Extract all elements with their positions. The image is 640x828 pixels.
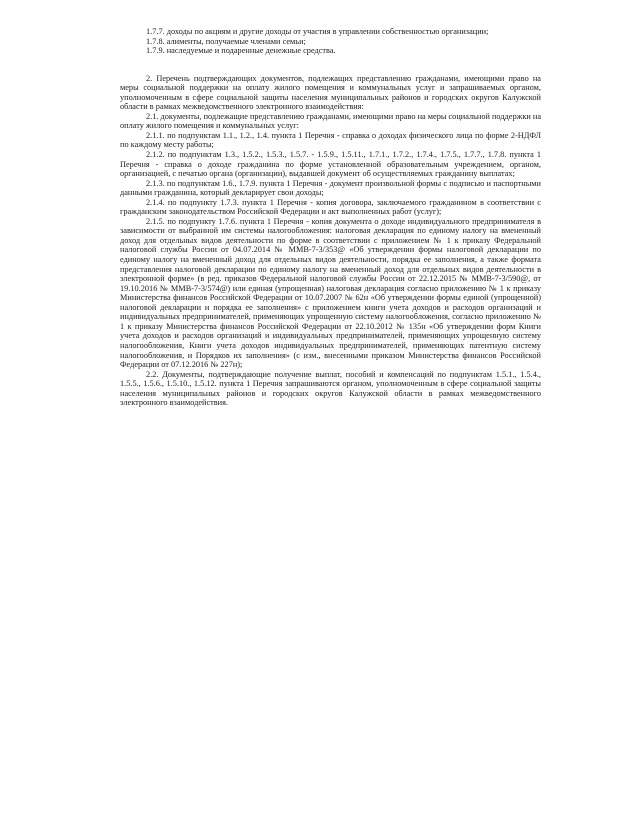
paragraph: 1.7.9. наследуемые и подаренные денежные средства. <box>146 46 336 56</box>
document-body <box>120 27 541 408</box>
paragraph: 2.1.5. по подпункту 1.7.6. пункта 1 Перечня - копия документа о доходе индивидуального предпринимателя в зависимости от выбранной им системы налогообложения: налоговая декларация по единому налогу на вмененный доход для отдельных видов деятельности по форме в соответствии с приложением № 1 к приказу Федеральной налоговой службы России от 04.07.2014 № ММВ-7-3/353@ «Об утверждении формы налоговой декларации по единому налогу на вмененный доход для отдельных видов деятельности, порядка ее заполнения, а также формата представления налоговой декларации по единому налогу на вмененный доход для отдельных видов деятельности в электронной форме» (в ред. приказов Федеральной налоговой службы России от 22.12.2015 № ММВ-7-3/590@, от 19.10.2016 № ММВ-7-3/574@) или единая (упрощенная) налоговая декларация согласно приложению № 1 к приказу Министерства финансов Российской Федерации от 10.07.2007 № 62н «Об утверждении формы единой (упрощенной) налоговой декларации и порядка ее заполнения» с приложением книги учета доходов и расходов организаций и индивидуальных предпринимателей, применяющих упрощенную систему налогообложения, согласно приложению № 1 к приказу Министерства финансов Российской Федерации от 22.10.2012 № 135н «Об утверждении форм Книги учета доходов и расходов организаций и индивидуальных предпринимателей, применяющих упрощенную систему налогообложения, Книги учета доходов индивидуальных предпринимателей, применяющих патентную систему налогообложения, и Порядков их заполнения» (с изм., внесенными приказом Министерства финансов Российской Федерации от 07.12.2016 № 227н); <box>120 216 541 370</box>
section-heading: 2. Перечень подтверждающих документов, подлежащих представлению гражданами, имеющими право на меры социальной поддержки на оплату жилого помещения и коммунальных услуг и запрашиваемых органом, уполномоченным в сфере социальной защиты населения муниципальных районов и городских округов Калужской области в рамках межведомственного электронного взаимодействия: <box>120 73 541 112</box>
paragraph: 2.1.1. по подпунктам 1.1., 1.2., 1.4. пункта 1 Перечня - справка о доходах физического лица по форме 2-НДФЛ по каждому месту работы; <box>120 130 541 150</box>
paragraph: 1.7.7. доходы по акциям и другие доходы от участия в управлении собственностью организации; <box>146 27 489 36</box>
paragraph: 2.1.2. по подпунктам 1.3., 1.5.2., 1.5.3., 1.5.7. - 1.5.9., 1.5.11., 1.7.1., 1.7.2., 1.7.4., 1.7.5., 1.7.7., 1.7.8. пункта 1 Перечня - справка о доходе гражданина по форме установленной образовательным учреждением, органом, организацией, с печатью органа (организации), выдавшей документ об осуществляемых гражданину выплатах; <box>120 150 541 179</box>
paragraph: 1.7.8. алименты, получаемые членами семьи; <box>146 36 306 46</box>
paragraph: 2.2. Документы, подтверждающие получение выплат, пособий и компенсаций по подпунктам 1.5.1., 1.5.4., 1.5.5., 1.5.6., 1.5.10., 1.5.12. пункта 1 Перечня запрашиваются органом, уполномоченным в сфере социальной защиты населения муниципальных районов и городских округов Калужской области в рамках межведомственного электронного взаимодействия. <box>120 369 541 408</box>
paragraph: 2.1.4. по подпункту 1.7.3. пункта 1 Перечня - копия договора, заключаемого гражданином в соответствии с гражданским законодательством Российской Федерации и акт выполненных работ (услуг); <box>120 197 541 217</box>
paragraph: 2.1.3. по подпунктам 1.6., 1.7.9. пункта 1 Перечня - документ произвольной формы с подписью и паспортными данными гражданина, который декларирует свои доходы; <box>120 178 541 198</box>
paragraph: 2.1. документы, подлежащие представлению гражданами, имеющими право на меры социальной поддержки на оплату жилого помещения и коммунальных услуг: <box>120 111 542 131</box>
